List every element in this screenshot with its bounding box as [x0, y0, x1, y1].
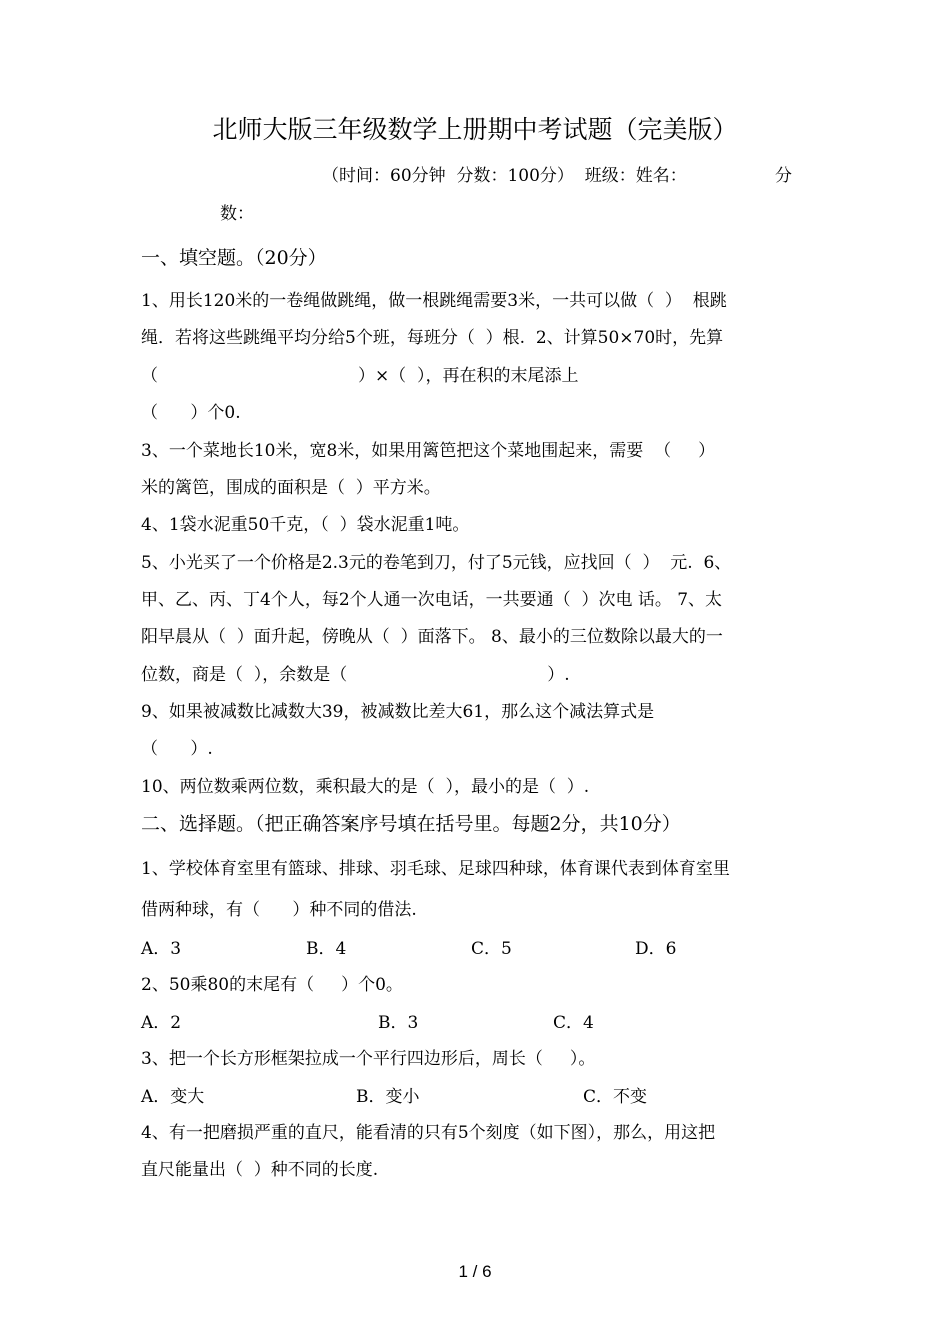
exam-info: （时间：60分钟 分数：100分） 班级：姓名： — [322, 166, 687, 186]
section1-line: 3、一个菜地长10米，宽8米，如果用篱笆把这个菜地围起来，需要 （ ） — [141, 441, 716, 461]
section1-line: 1、用长120米的一卷绳做跳绳，做一根跳绳需要3米，一共可以做（ ） 根跳 — [141, 291, 727, 311]
section1-line: 4、1袋水泥重50千克，（ ）袋水泥重1吨。 — [141, 515, 470, 535]
section1-heading: 一、填空题。（20分） — [141, 247, 327, 269]
section1-line: 5、小光买了一个价格是2.3元的卷笔到刀，付了5元钱，应找回（ ） 元. 6、 — [141, 553, 732, 573]
page-title: 北师大版三年级数学上册期中考试题（完美版） — [212, 115, 738, 144]
q3-option-b: B．变小 — [356, 1087, 420, 1107]
section1-line: 米的篱笆，围成的面积是（ ）平方米。 — [141, 478, 441, 498]
score-label-part2: 数： — [220, 204, 254, 224]
section1-line: 9、如果被减数比减数大39，被减数比差大61，那么这个减法算式是 — [141, 702, 655, 722]
question-4-line2: 直尺能量出（ ）种不同的长度. — [141, 1160, 379, 1180]
section1-line: 绳．若将这些跳绳平均分给5个班，每班分（ ）根. 2、计算50×70时，先算 — [141, 328, 724, 348]
q1-option-d: D．6 — [635, 939, 677, 959]
question-3-line1: 3、把一个长方形框架拉成一个平行四边形后，周长（ ）。 — [141, 1049, 596, 1069]
section1-line: 阳早晨从（ ）面升起，傍晚从（ ）面落下。 8、最小的三位数除以最大的一 — [141, 627, 723, 647]
q1-option-a: A．3 — [141, 939, 182, 959]
page-number: 1 / 6 — [458, 1262, 492, 1281]
q1-option-b: B．4 — [306, 939, 347, 959]
question-4-line1: 4、有一把磨损严重的直尺，能看清的只有5个刻度（如下图），那么，用这把 — [141, 1123, 716, 1143]
q3-option-a: A．变大 — [141, 1087, 205, 1107]
question-1-line2: 借两种球，有（ ）种不同的借法. — [141, 900, 417, 920]
q2-option-a: A．2 — [141, 1013, 182, 1033]
q2-option-c: C．4 — [553, 1013, 594, 1033]
question-2-line1: 2、50乘80的末尾有（ ）个0。 — [141, 975, 403, 995]
section1-line: 甲、乙、丙、丁4个人，每2个人通一次电话，一共要通（ ）次电 话。 7、太 — [141, 590, 723, 610]
score-label-part1: 分 — [775, 166, 792, 186]
section1-line: 10、两位数乘两位数，乘积最大的是（ ），最小的是（ ）. — [141, 777, 590, 797]
question-1-line1: 1、学校体育室里有篮球、排球、羽毛球、足球四种球，体育课代表到体育室里 — [141, 859, 730, 879]
q3-option-c: C．不变 — [583, 1087, 648, 1107]
section1-line: （ ）. — [141, 739, 213, 759]
section1-line: （ ）个0. — [141, 403, 241, 423]
q2-option-b: B．3 — [378, 1013, 419, 1033]
section2-heading: 二、选择题。（把正确答案序号填在括号里。每题2分，共10分） — [141, 813, 681, 835]
section1-line: （ ）×（ ），再在积的末尾添上 — [141, 366, 579, 386]
section1-line: 位数，商是（ ），余数是（ ）. — [141, 665, 570, 685]
q1-option-c: C．5 — [471, 939, 512, 959]
